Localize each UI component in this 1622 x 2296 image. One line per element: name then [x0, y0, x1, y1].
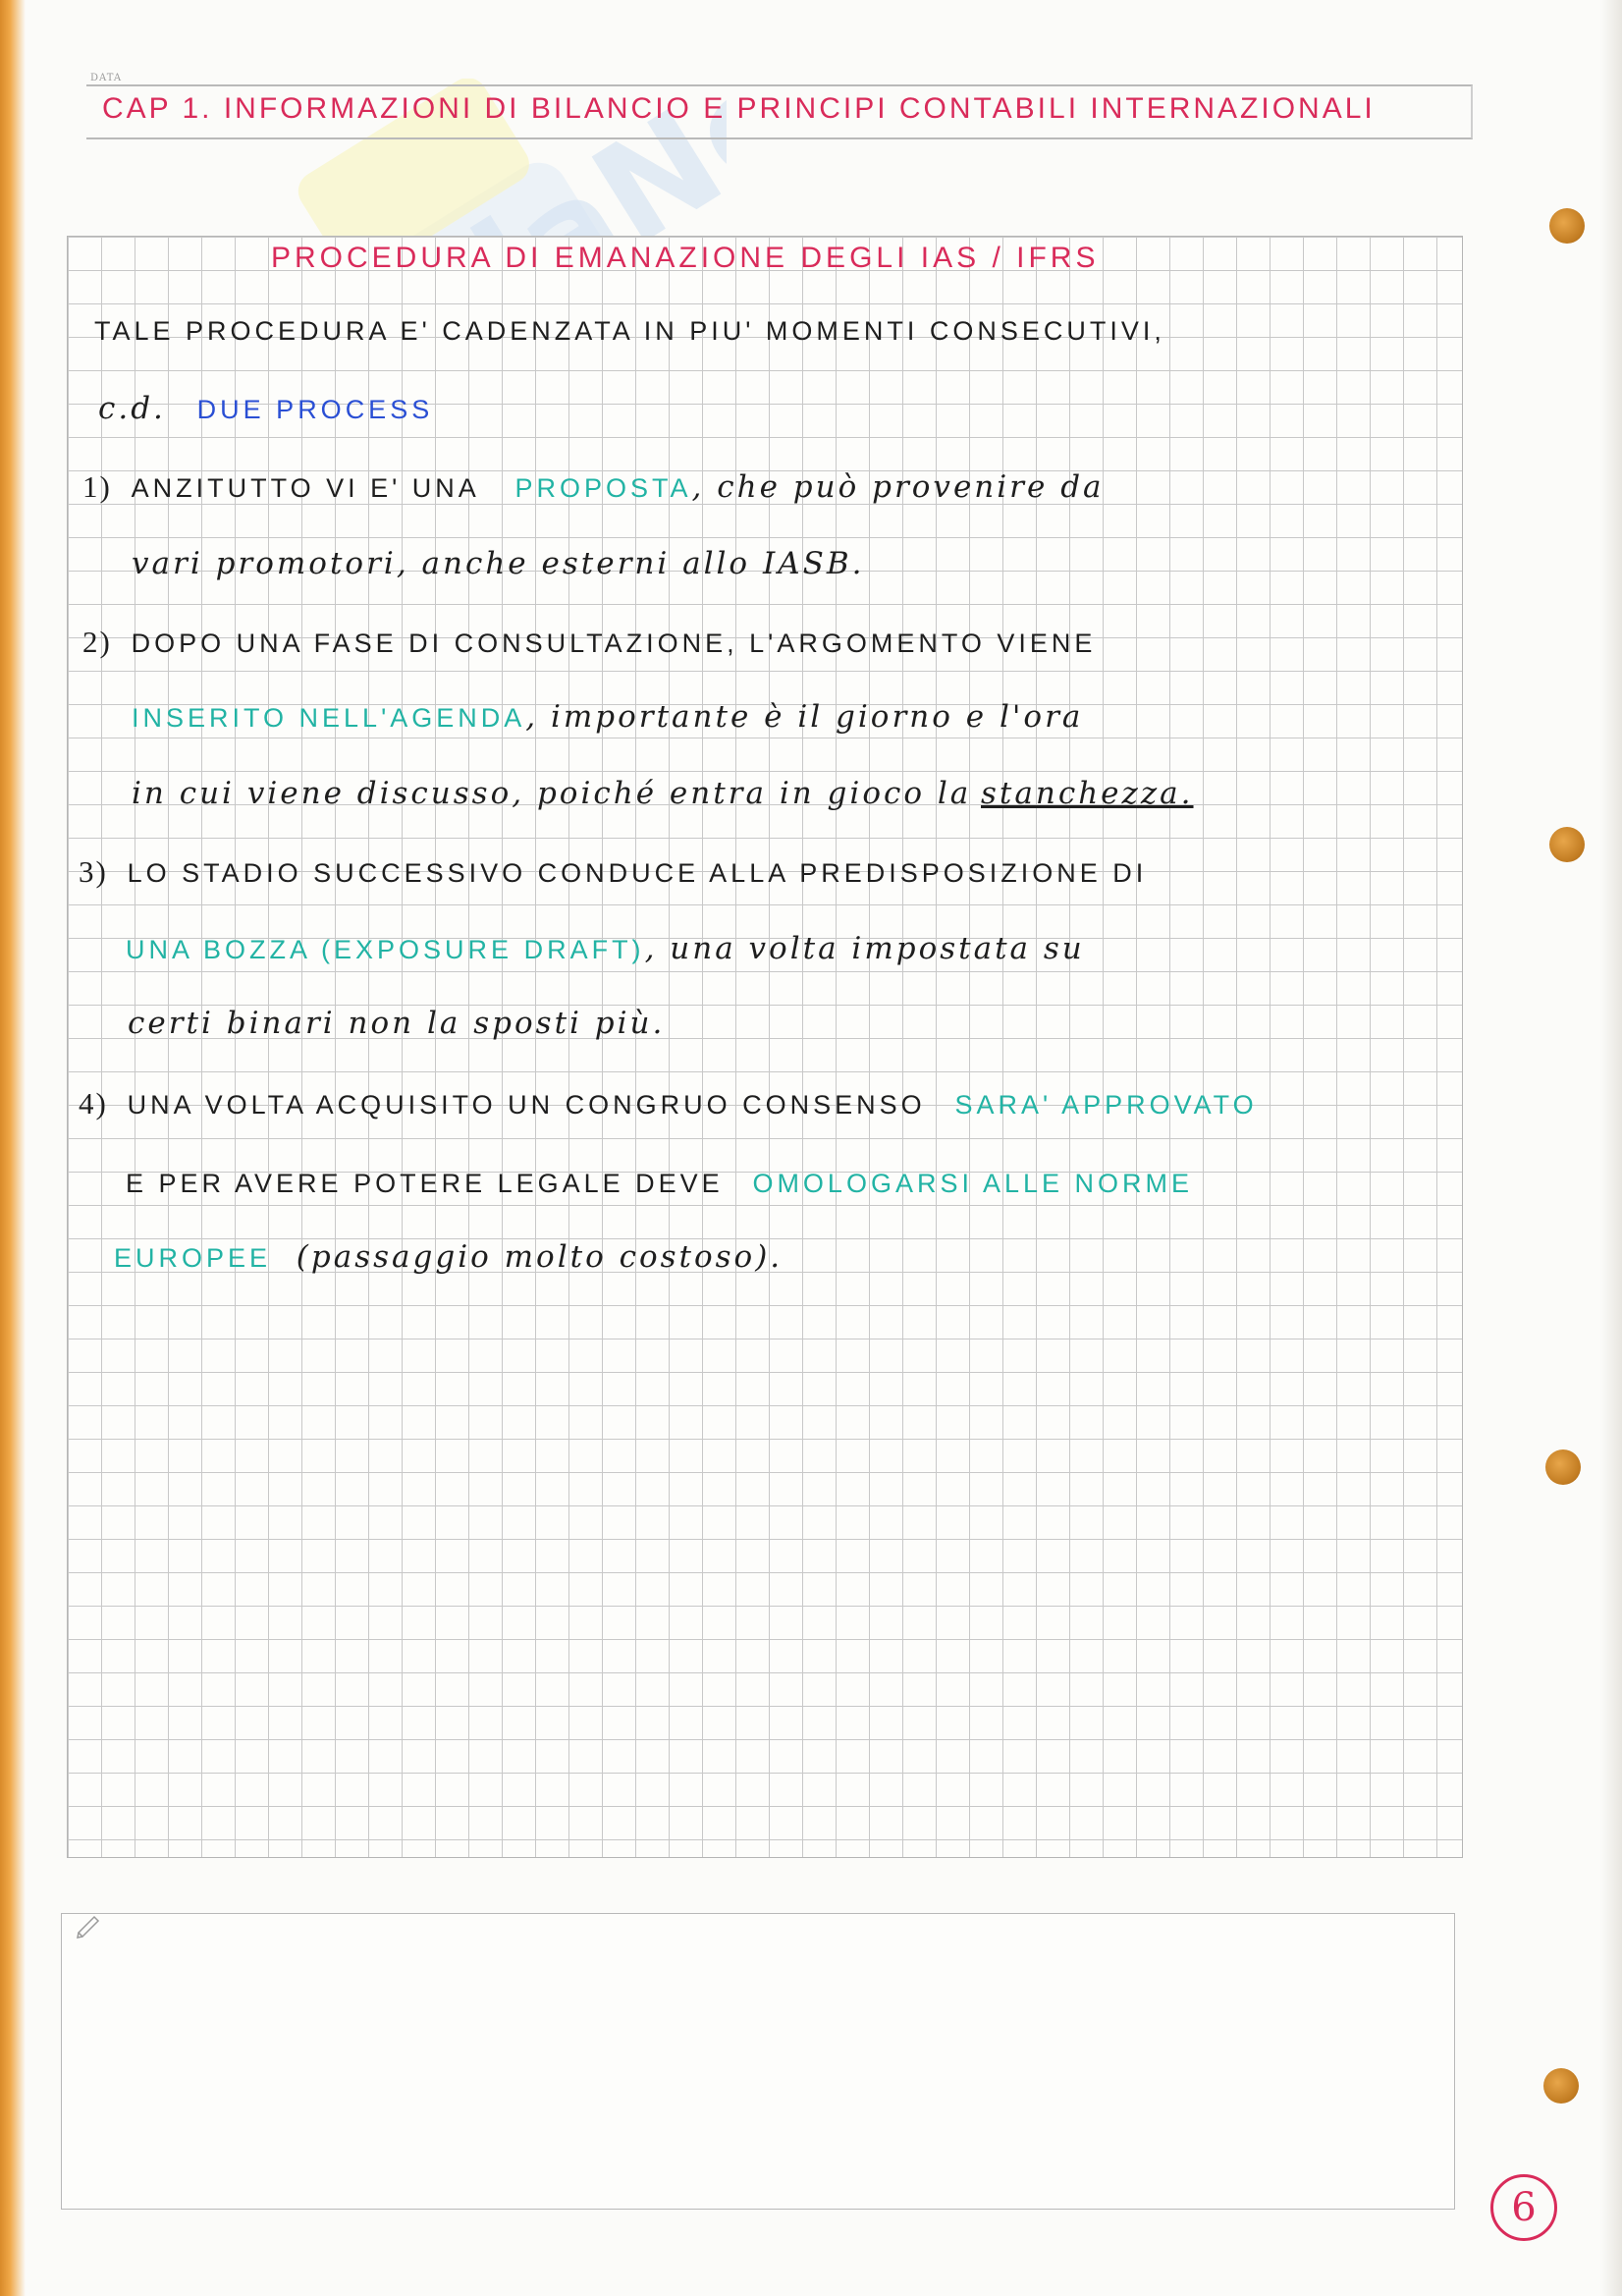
intro-line-2: [98, 391, 433, 426]
intro-text: TALE PROCEDURA E' CADENZATA IN PIU' MOMENTI CONSECUTIVI,: [94, 316, 1165, 346]
item-2-text-a: DOPO UNA FASE DI CONSULTAZIONE, L'ARGOMENTO VIENE: [131, 629, 1097, 658]
item-1-line-1: [82, 469, 1105, 505]
chapter-header: CAP 1. INFORMAZIONI DI BILANCIO E PRINCIPI CONTABILI INTERNAZIONALI: [102, 92, 1376, 125]
item-4-line-3: [114, 1239, 783, 1275]
binder-hole-1: [1549, 208, 1585, 244]
item-2-agenda: INSERITO NELL'AGENDA: [132, 703, 526, 733]
binder-hole-2: [1549, 827, 1585, 862]
binder-hole-3: [1545, 1449, 1581, 1485]
due-process-term: DUE PROCESS: [196, 395, 434, 424]
item-1-number: 1): [82, 469, 112, 504]
item-4-approvato: SARA' APPROVATO: [954, 1090, 1258, 1120]
binder-hole-4: [1543, 2068, 1579, 2104]
item-3-bozza: UNA BOZZA (EXPOSURE DRAFT): [126, 935, 645, 964]
item-2-stanchezza: stanchezza.: [981, 776, 1194, 811]
item-2-line-1: [82, 625, 1096, 660]
item-4-omologarsi: OMOLOGARSI ALLE NORME: [752, 1169, 1194, 1198]
item-3-text-a: LO STADIO SUCCESSIVO CONDUCE ALLA PREDISPOSIZIONE DI: [127, 858, 1148, 888]
item-2-line-2: [132, 699, 1083, 735]
item-4-line-2: [126, 1165, 1193, 1200]
item-3-text-c: , una volta impostata su: [644, 931, 1085, 966]
item-2-line-3: [132, 776, 1194, 811]
item-3-line-3: certi binari non la sposti più.: [128, 1006, 666, 1041]
item-3-line-1: [79, 854, 1147, 890]
date-label: DATA: [90, 73, 123, 83]
item-4-text-c: E PER AVERE POTERE LEGALE DEVE: [126, 1169, 724, 1198]
item-3-line-2: [126, 931, 1085, 966]
item-1-text-a: ANZITUTTO VI E' UNA: [131, 473, 480, 503]
item-4-europee: EUROPEE: [114, 1243, 272, 1273]
intro-line-1: [94, 316, 1165, 347]
item-2-text-c: , importante è il giorno e l'ora: [525, 699, 1084, 735]
item-4-text-a: UNA VOLTA ACQUISITO UN CONGRUO CONSENSO: [127, 1090, 926, 1120]
item-4-line-1: [79, 1086, 1258, 1121]
item-3-number: 3): [79, 854, 108, 889]
item-4-number: 4): [79, 1086, 108, 1121]
notes-box: [61, 1913, 1455, 2210]
pencil-icon: [75, 1909, 104, 1939]
item-1-text-c: , che può provenire da: [691, 469, 1105, 505]
item-2-number: 2): [82, 625, 112, 659]
item-1-line-2: vari promotori, anche esterni allo IASB.: [132, 546, 865, 581]
item-1-proposta: PROPOSTA: [514, 473, 692, 503]
item-4-text-f: (passaggio molto costoso).: [296, 1239, 784, 1275]
item-2-text-d: in cui viene discusso, poiché entra in gioco la: [132, 776, 972, 811]
section-title: PROCEDURA DI EMANAZIONE DEGLI IAS / IFRS: [271, 242, 1100, 274]
page-number: 6: [1490, 2174, 1557, 2241]
intro-cd: c.d.: [98, 391, 166, 426]
